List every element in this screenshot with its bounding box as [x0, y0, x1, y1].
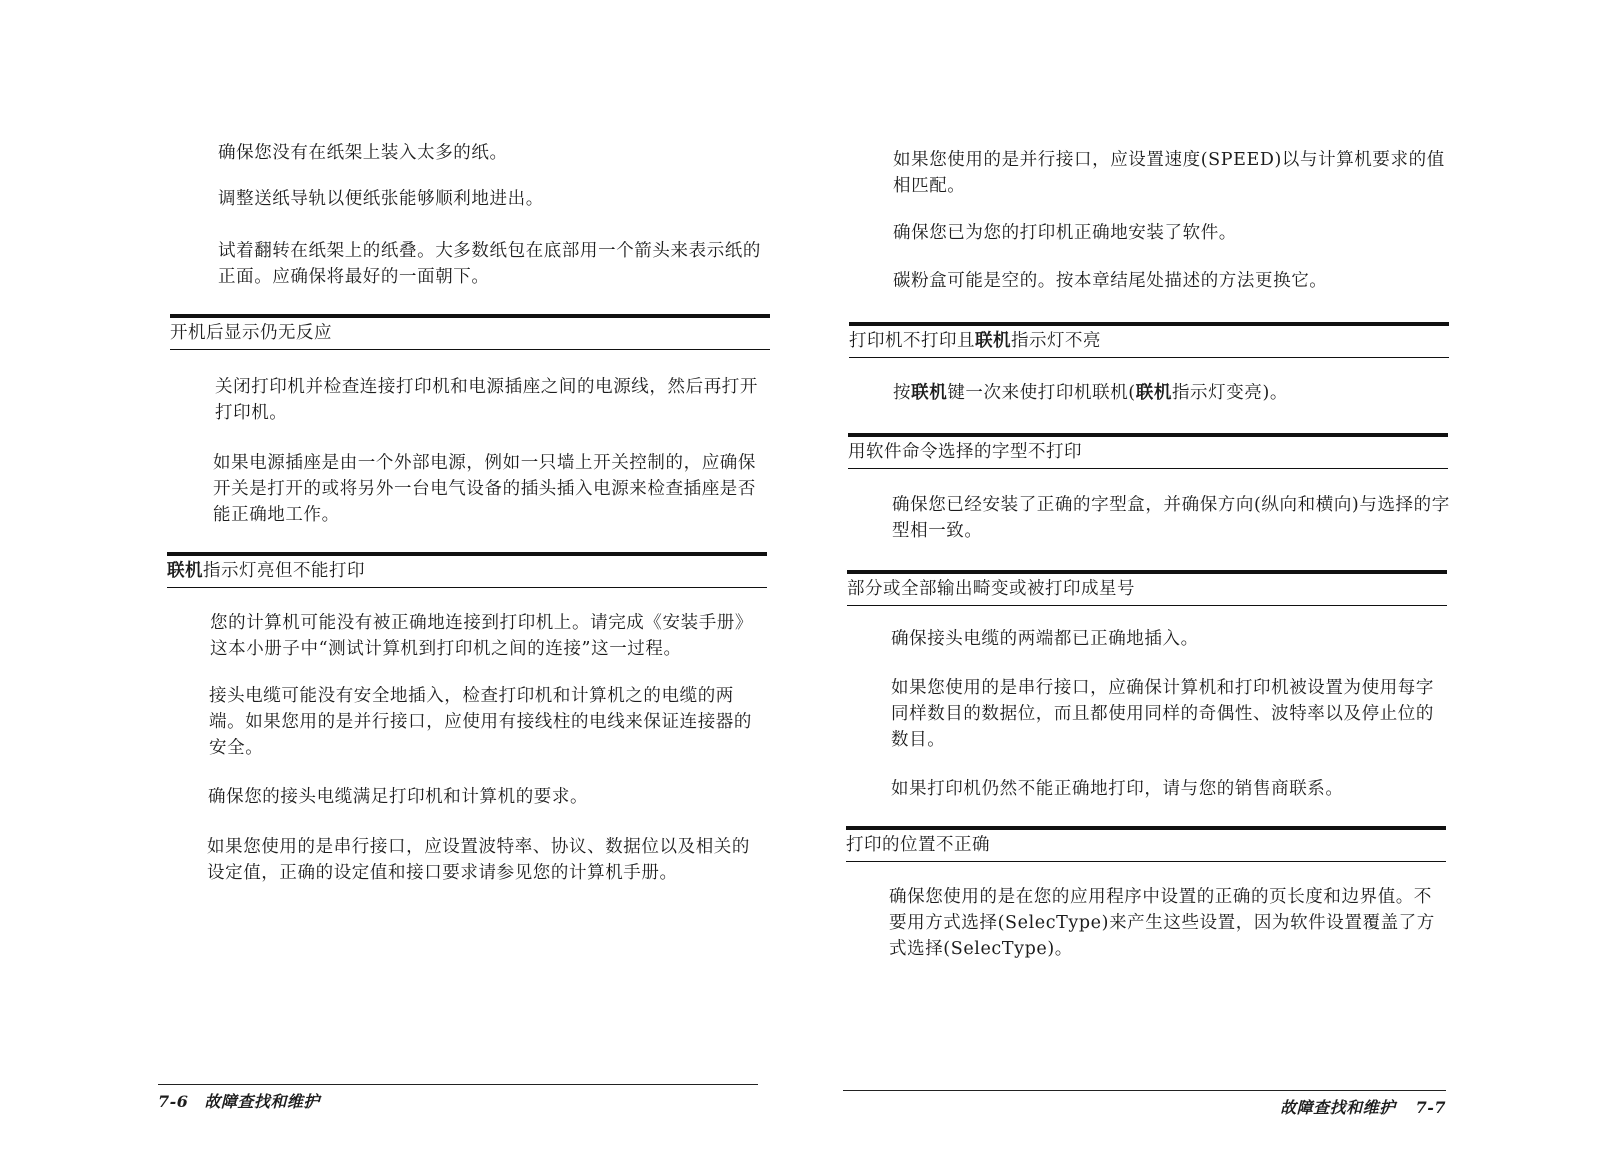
paragraph: 您的计算机可能没有被正确地连接到打印机上。请完成《安装手册》这本小册子中“测试计算机到打印机之间的连接”这一过程。: [210, 613, 753, 659]
paragraph: 如果打印机仍然不能正确地打印，请与您的销售商联系。: [891, 779, 1344, 799]
section-heading-bold: 联机: [167, 561, 203, 581]
paragraph: 调整送纸导轨以便纸张能够顺利地进出。: [218, 189, 544, 209]
page-footer: [158, 1084, 758, 1112]
paragraph: 如果电源插座是由一个外部电源，例如一只墙上开关控制的，应确保开关是打开的或将另外一台电气设备的插头插入电源来检查插座是否能正确地工作。: [213, 453, 756, 525]
paragraph: 如果您使用的是并行接口，应设置速度(SPEED)以与计算机要求的值相匹配。: [893, 150, 1445, 196]
section-heading: [849, 322, 1449, 358]
paragraph: 确保您已经安装了正确的字型盒，并确保方向(纵向和横向)与选择的字型相一致。: [892, 495, 1450, 541]
paragraph: 确保您使用的是在您的应用程序中设置的正确的页长度和边界值。不要用方式选择(SelecType)来产生这些设置，因为软件设置覆盖了方式选择(SelecType)。: [889, 887, 1435, 959]
section-heading: [167, 552, 767, 588]
section-heading: [848, 433, 1448, 469]
text-run: 键一次来使打印机联机(: [947, 383, 1136, 403]
right-page: [800, 0, 1600, 1163]
paragraph: 确保您已为您的打印机正确地安装了软件。: [893, 223, 1237, 243]
section-heading-bold: 联机: [975, 331, 1011, 351]
bold-run: 联机: [911, 383, 948, 403]
section-heading-text: 指示灯不亮: [1011, 331, 1101, 351]
section-heading-text: 用软件命令选择的字型不打印: [848, 442, 1082, 462]
page-number: 7-6: [158, 1092, 189, 1111]
footer-title: 故障查找和维护: [204, 1092, 320, 1111]
section-heading-text: 部分或全部输出畸变或被打印成星号: [847, 579, 1135, 599]
text-run: 按: [893, 383, 912, 403]
section-heading-text: 指示灯亮但不能打印: [203, 561, 365, 581]
page-number: 7-7: [1415, 1098, 1446, 1117]
text-run: 指示灯变亮)。: [1171, 383, 1288, 403]
section-heading: [170, 314, 770, 350]
section-heading-text: 打印的位置不正确: [846, 835, 990, 855]
paragraph: 碳粉盒可能是空的。按本章结尾处描述的方法更换它。: [893, 271, 1328, 291]
paragraph: 如果您使用的是串行接口，应确保计算机和打印机被设置为使用每字同样数目的数据位，而且都使用同样的奇偶性、波特率以及停止位的数目。: [891, 678, 1434, 750]
section-heading: [846, 826, 1446, 862]
bold-run: 联机: [1135, 383, 1172, 403]
footer-title: 故障查找和维护: [1280, 1098, 1396, 1117]
paragraph: 试着翻转在纸架上的纸叠。大多数纸包在底部用一个箭头来表示纸的正面。应确保将最好的一面朝下。: [218, 241, 761, 287]
paragraph: 确保接头电缆的两端都已正确地插入。: [891, 629, 1199, 649]
paragraph: 如果您使用的是串行接口，应设置波特率、协议、数据位以及相关的设定值，正确的设定值和接口要求请参见您的计算机手册。: [207, 837, 750, 883]
section-heading-text: 开机后显示仍无反应: [170, 323, 332, 343]
paragraph: 确保您没有在纸架上装入太多的纸。: [218, 143, 508, 163]
paragraph: [893, 380, 1453, 406]
section-heading: [847, 570, 1447, 606]
paragraph: 确保您的接头电缆满足打印机和计算机的要求。: [208, 787, 589, 807]
paragraph: 关闭打印机并检查连接打印机和电源插座之间的电源线，然后再打开打印机。: [215, 377, 758, 423]
paragraph: 接头电缆可能没有安全地插入，检查打印机和计算机之的电缆的两端。如果您用的是并行接口，应使用有接线柱的电线来保证连接器的安全。: [209, 686, 752, 758]
section-heading-text: 打印机不打印且: [849, 331, 975, 351]
page-footer: [843, 1090, 1446, 1118]
